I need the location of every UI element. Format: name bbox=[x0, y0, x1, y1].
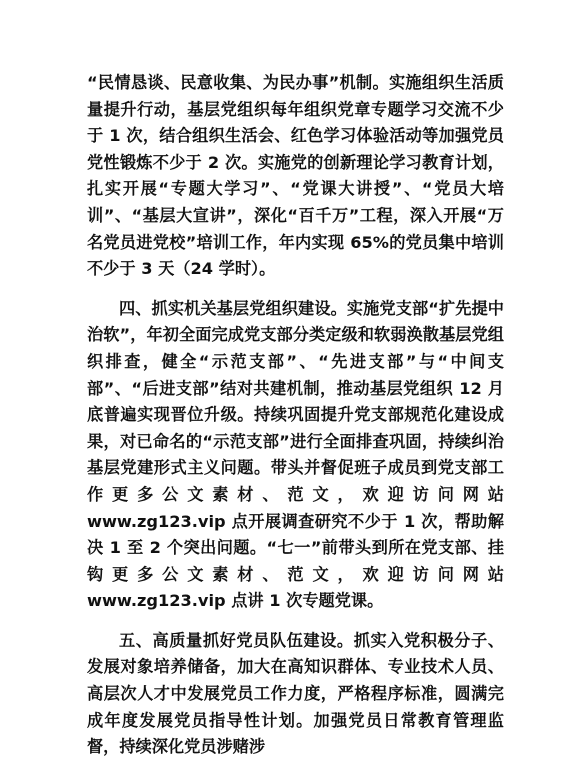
paragraph-gap bbox=[87, 283, 504, 296]
paragraph-section-five: 五、高质量抓好党员队伍建设。抓实入党积极分子、发展对象培养储备，加大在高知识群体、专业技术人员、高层次人才中发展党员工作力度，严格程序标准，圆满完成年度发展党员指导性计划。加强党员日常教育管理监督，持续深化党员涉赌涉 bbox=[87, 630, 504, 757]
paragraph-gap bbox=[87, 615, 504, 628]
document-body bbox=[87, 70, 504, 761]
paragraph-section-four: 四、抓实机关基层党组织建设。实施党支部“扩先提中治软”，年初全面完成党支部分类定级和软弱涣散基层党组织排查，健全“示范支部”、“先进支部”与“中间支部”、“后进支部”结对共建机制，推动基层党组织 12 月底普遍实现晋位升级。持续巩固提升党支部规范化建设成果，对已命名的“示范支部”进行全面排查巩固，持续纠治基层党建形式主义问题。带头并督促班子成员到党支部工作更多公文素材、范文，欢迎访问网站 www.zg123.vip 点开展调查研究不少于 1 次，帮助解决 1 至 2 个突出问题。“七一”前带头到所在党支部、挂钩更多公文素材、范文，欢迎访问网站 www.zg123.vip 点讲 1 次专题党课。 bbox=[87, 298, 504, 611]
paragraph-continuation: “民情恳谈、民意收集、为民办事”机制。实施组织生活质量提升行动，基层党组织每年组织党章专题学习交流不少于 1 次，结合组织生活会、红色学习体验活动等加强党员党性锻炼不少于 2 次。实施党的创新理论学习教育计划，扎实开展“专题大学习”、“党课大讲授”、“党员大培训”、“基层大宣讲”，深化“百千万”工程，深入开展“万名党员进党校”培训工作，年内实现 65%的党员集中培训不少于 3 天（24 学时）。 bbox=[87, 73, 504, 279]
